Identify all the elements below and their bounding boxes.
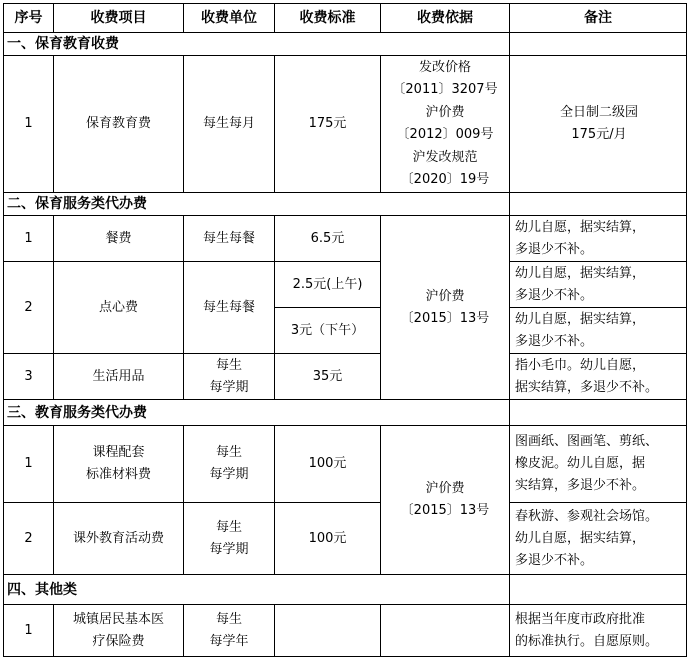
row-unit: 每生每餐 (184, 262, 275, 354)
section-row (4, 193, 687, 216)
section-note-empty (510, 33, 687, 56)
fee-table (3, 3, 687, 657)
row-unit: 每生每餐 (184, 216, 275, 262)
row-basis: 沪价费 〔2015〕13号 (381, 426, 510, 575)
table-row (4, 426, 687, 503)
row-note: 指小毛巾。幼儿自愿， 据实结算，多退少不补。 (510, 354, 687, 400)
row-note: 全日制二级园 175元/月 (510, 56, 687, 193)
col-header-unit: 收费单位 (184, 4, 275, 33)
row-item: 餐费 (54, 216, 184, 262)
row-standard: 3元（下午） (275, 308, 381, 354)
row-item: 城镇居民基本医 疗保险费 (54, 605, 184, 657)
row-item: 保育教育费 (54, 56, 184, 193)
col-header-no: 序号 (4, 4, 54, 33)
row-note: 幼儿自愿，据实结算， 多退少不补。 (510, 308, 687, 354)
row-unit: 每生 每学期 (184, 354, 275, 400)
row-note: 幼儿自愿，据实结算， 多退少不补。 (510, 262, 687, 308)
section-note-empty (510, 575, 687, 605)
row-standard (275, 605, 381, 657)
row-note: 春秋游、参观社会场馆。 幼儿自愿，据实结算， 多退少不补。 (510, 503, 687, 575)
header-row (4, 4, 687, 33)
row-standard: 35元 (275, 354, 381, 400)
row-no: 1 (4, 56, 54, 193)
row-basis (381, 605, 510, 657)
section-title: 三、教育服务类代办费 (4, 400, 510, 426)
section-title: 二、保育服务类代办费 (4, 193, 510, 216)
row-item: 点心费 (54, 262, 184, 354)
row-item: 课程配套 标准材料费 (54, 426, 184, 503)
section-row (4, 400, 687, 426)
row-no: 2 (4, 262, 54, 354)
col-header-standard: 收费标准 (275, 4, 381, 33)
row-unit: 每生 每学期 (184, 426, 275, 503)
row-standard: 175元 (275, 56, 381, 193)
section-note-empty (510, 193, 687, 216)
row-unit: 每生每月 (184, 56, 275, 193)
section-row (4, 575, 687, 605)
row-note: 幼儿自愿，据实结算， 多退少不补。 (510, 216, 687, 262)
row-basis: 发改价格 〔2011〕3207号 沪价费 〔2012〕009号 沪发改规范 〔2020〕19号 (381, 56, 510, 193)
row-no: 3 (4, 354, 54, 400)
row-standard: 100元 (275, 503, 381, 575)
table-row (4, 262, 687, 308)
section-note-empty (510, 400, 687, 426)
col-header-note: 备注 (510, 4, 687, 33)
table-row (4, 56, 687, 193)
table-row (4, 605, 687, 657)
row-basis: 沪价费 〔2015〕13号 (381, 216, 510, 400)
fee-table-wrapper (3, 3, 687, 657)
row-no: 1 (4, 216, 54, 262)
row-no: 1 (4, 605, 54, 657)
row-standard: 6.5元 (275, 216, 381, 262)
table-row (4, 216, 687, 262)
row-unit: 每生 每学年 (184, 605, 275, 657)
row-no: 1 (4, 426, 54, 503)
row-note: 图画纸、图画笔、剪纸、 橡皮泥。幼儿自愿，据 实结算，多退少不补。 (510, 426, 687, 503)
section-title: 一、保育教育收费 (4, 33, 510, 56)
col-header-basis: 收费依据 (381, 4, 510, 33)
row-item: 课外教育活动费 (54, 503, 184, 575)
row-note: 根据当年度市政府批准 的标准执行。自愿原则。 (510, 605, 687, 657)
row-item: 生活用品 (54, 354, 184, 400)
row-unit: 每生 每学期 (184, 503, 275, 575)
section-title: 四、其他类 (4, 575, 510, 605)
col-header-item: 收费项目 (54, 4, 184, 33)
row-no: 2 (4, 503, 54, 575)
row-standard: 2.5元(上午) (275, 262, 381, 308)
table-row (4, 354, 687, 400)
table-row (4, 503, 687, 575)
row-standard: 100元 (275, 426, 381, 503)
section-row (4, 33, 687, 56)
